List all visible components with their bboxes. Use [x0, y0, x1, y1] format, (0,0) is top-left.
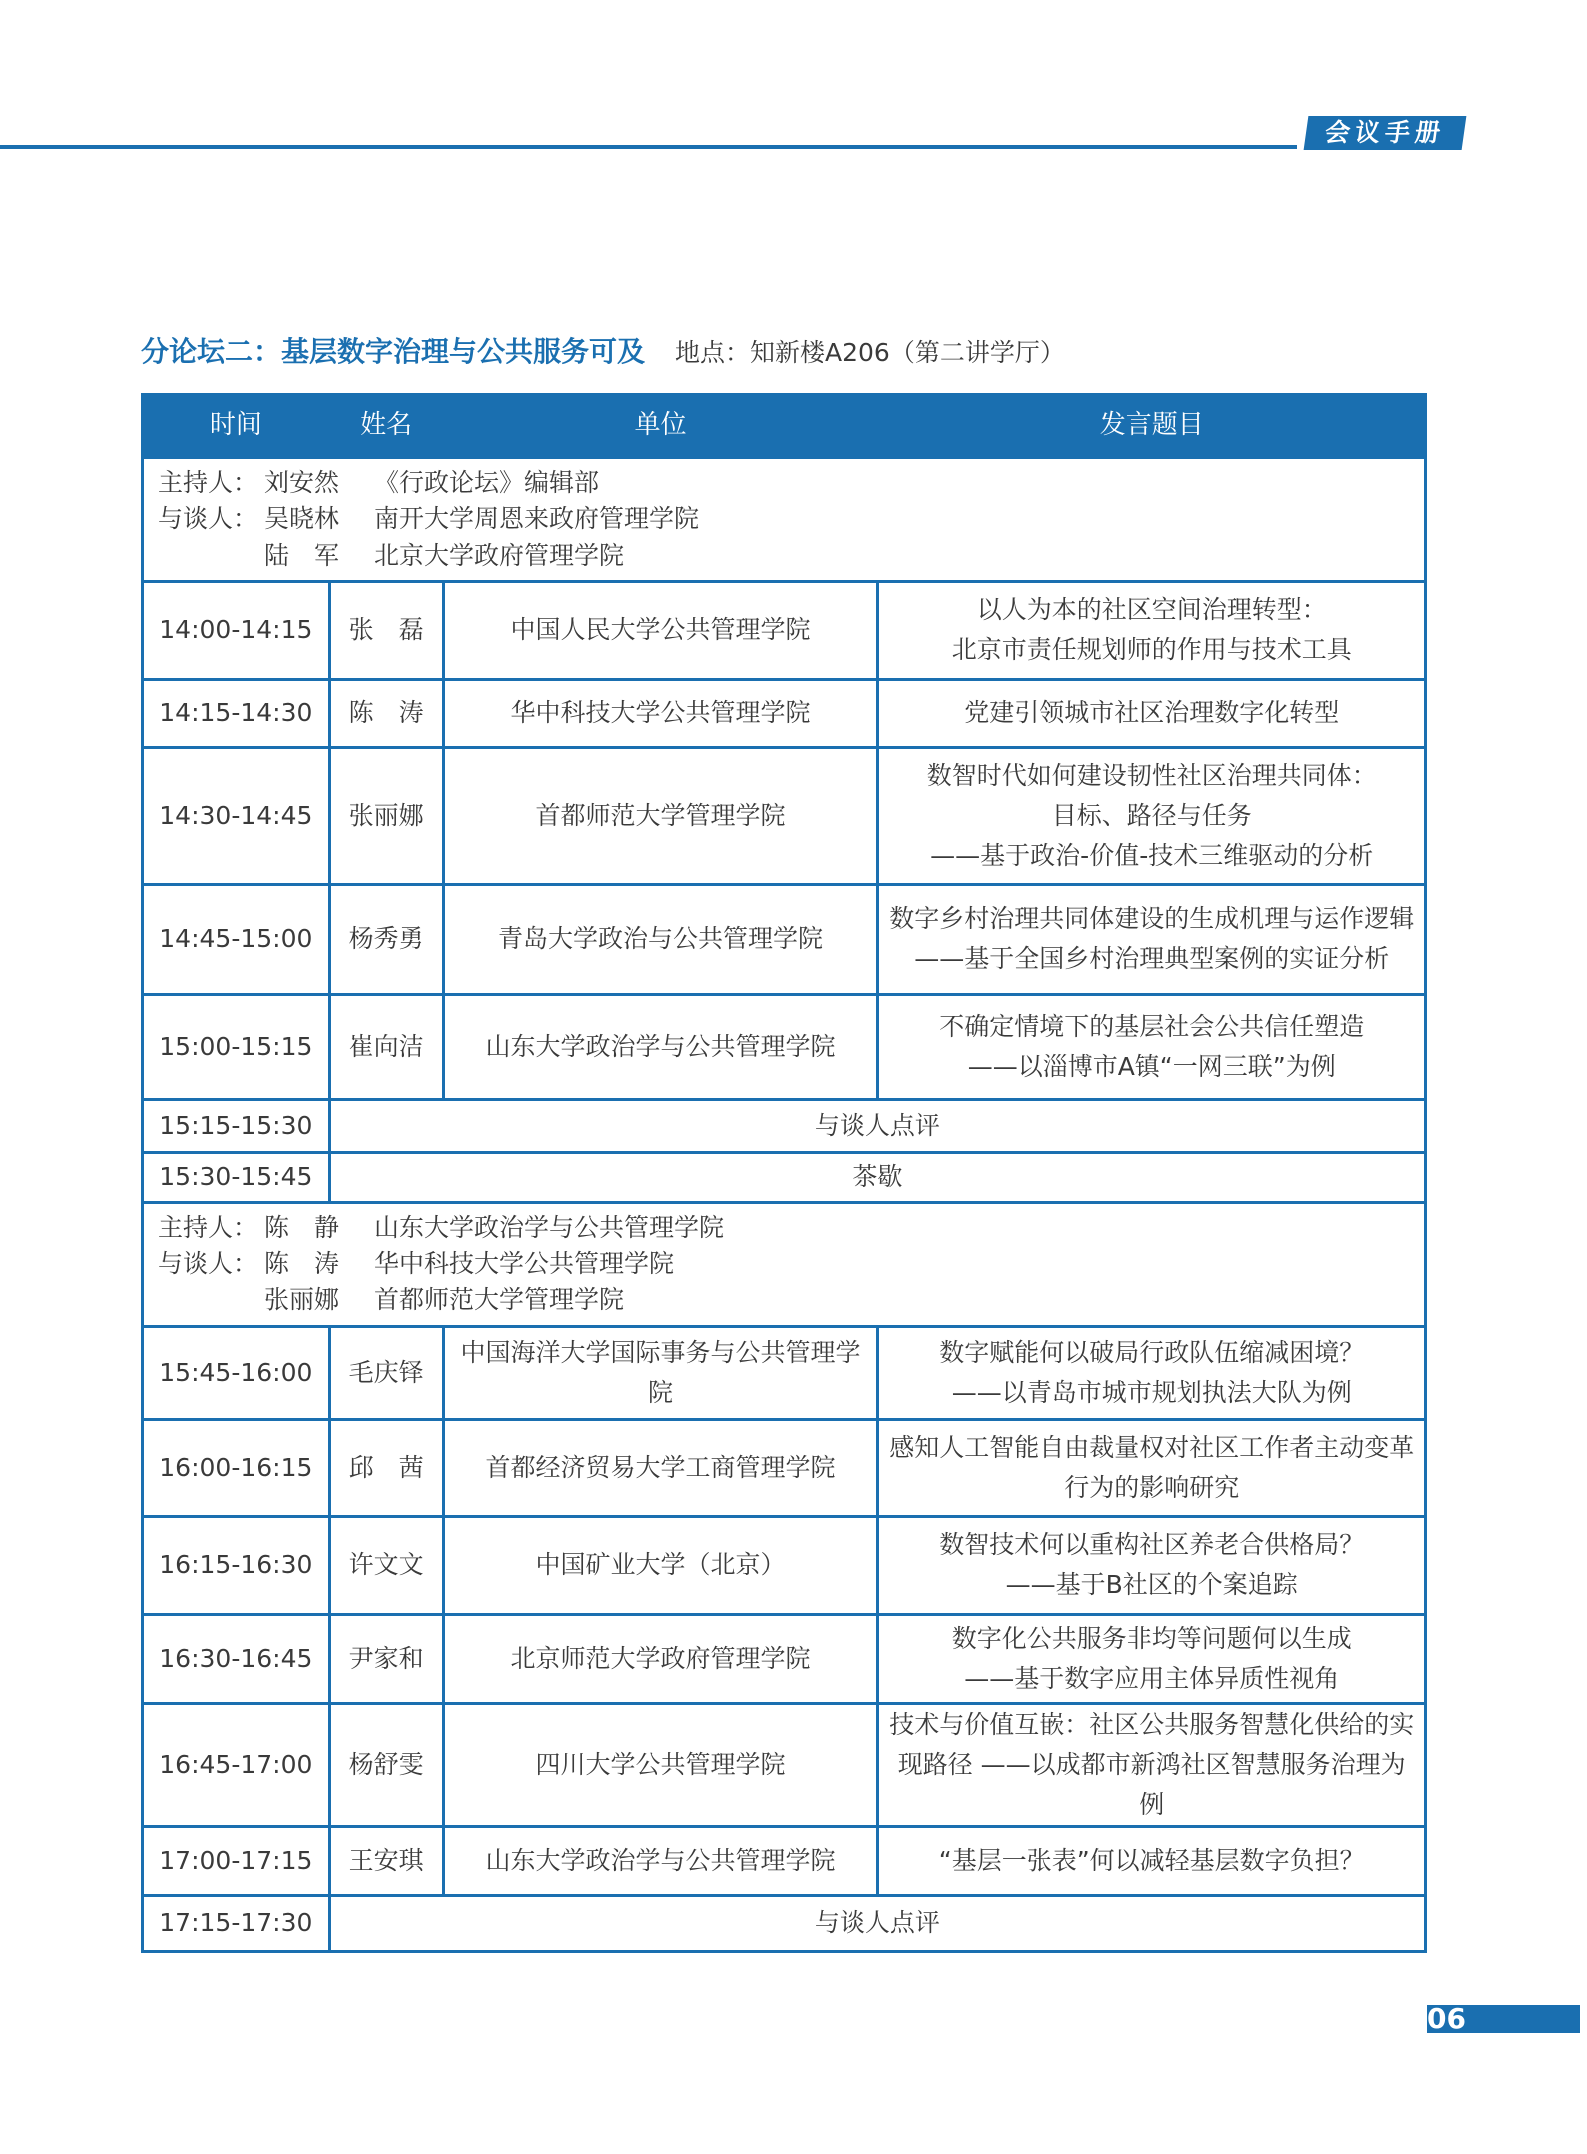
table-row	[143, 1099, 1426, 1152]
topic-line: ——基于全国乡村治理典型案例的实证分析	[914, 944, 1390, 974]
name-cell: 许文文	[329, 1516, 443, 1614]
topic-line: 感知人工智能自由裁量权对社区工作者主动变革行为的影响研究	[889, 1432, 1415, 1502]
table-row	[143, 679, 1426, 747]
spacer	[158, 1282, 264, 1318]
host-name: 刘安然	[264, 468, 340, 497]
topic-cell	[878, 1826, 1426, 1895]
org-cell: 华中科技大学公共管理学院	[443, 679, 878, 747]
org-cell: 首都经济贸易大学工商管理学院	[443, 1419, 878, 1516]
topic-line: 数智技术何以重构社区养老合供格局？	[939, 1530, 1365, 1559]
topic-cell	[878, 1326, 1426, 1419]
topic-cell	[878, 1703, 1426, 1826]
org-cell: 山东大学政治学与公共管理学院	[443, 1826, 878, 1895]
table-row	[143, 884, 1426, 994]
table-row	[143, 1419, 1426, 1516]
topic-line: 目标、路径与任务	[1051, 800, 1252, 830]
column-header: 发言题目	[878, 395, 1426, 458]
table-row	[143, 1516, 1426, 1614]
time-cell: 15:45-16:00	[143, 1326, 330, 1419]
topic-line: ——基于政治-价值-技术三维驱动的分析	[930, 840, 1374, 870]
org-cell: 首都师范大学管理学院	[443, 747, 878, 884]
spacer	[158, 538, 264, 574]
topic-line: 北京市责任规划师的作用与技术工具	[951, 635, 1352, 665]
discussant-org: 首都师范大学管理学院	[374, 1285, 625, 1315]
section-title	[141, 330, 1065, 370]
time-cell: 15:30-15:45	[143, 1152, 330, 1202]
handbook-badge: 会议手册	[1304, 116, 1467, 150]
topic-line: 技术与价值互嵌：社区公共服务智慧化供给的实现路径 ——以成都市新鸿社区智慧服务治理为例	[889, 1709, 1415, 1819]
org-cell: 青岛大学政治与公共管理学院	[443, 884, 878, 994]
host-name: 陈 静	[264, 1212, 340, 1242]
name-cell: 陈 涛	[329, 679, 443, 747]
name-cell: 崔向洁	[329, 994, 443, 1099]
org-cell: 中国海洋大学国际事务与公共管理学院	[443, 1326, 878, 1419]
page-number: 06	[1427, 2005, 1580, 2033]
table-row	[143, 1326, 1426, 1419]
name-cell: 张 磊	[329, 581, 443, 679]
host-org: 山东大学政治学与公共管理学院	[374, 1212, 725, 1242]
host-label: 主持人：	[158, 468, 259, 497]
table-row	[143, 581, 1426, 679]
topic-line: ——基于B社区的个案追踪	[1005, 1570, 1298, 1599]
forum-title: 分论坛二：基层数字治理与公共服务可及	[141, 335, 646, 368]
column-header: 单位	[443, 395, 878, 458]
topic-cell	[878, 1516, 1426, 1614]
name-cell: 王安琪	[329, 1826, 443, 1895]
host-org: 《行政论坛》编辑部	[374, 468, 600, 497]
discussant-name: 张丽娜	[264, 1285, 340, 1315]
discussant-label: 与谈人：	[158, 504, 259, 534]
org-cell: 中国人民大学公共管理学院	[443, 581, 878, 679]
name-cell: 张丽娜	[329, 747, 443, 884]
host-label: 主持人：	[158, 1212, 259, 1242]
time-cell: 17:00-17:15	[143, 1826, 330, 1895]
topic-line: 党建引领城市社区治理数字化转型	[964, 698, 1340, 728]
break-cell: 与谈人点评	[329, 1099, 1425, 1152]
time-cell: 14:30-14:45	[143, 747, 330, 884]
time-cell: 16:15-16:30	[143, 1516, 330, 1614]
org-cell: 中国矿业大学（北京）	[443, 1516, 878, 1614]
topic-line: 数字化公共服务非均等问题何以生成	[951, 1623, 1352, 1653]
discussant-name: 陈 涛	[264, 1249, 340, 1278]
table-row	[143, 1614, 1426, 1703]
topic-line: ——以淄博市A镇“一网三联”为例	[967, 1051, 1336, 1081]
topic-line: 数字乡村治理共同体建设的生成机理与运作逻辑	[889, 904, 1415, 934]
discussant-name: 吴晓林	[264, 504, 340, 534]
discussant-org: 北京大学政府管理学院	[374, 540, 625, 570]
topic-cell	[878, 581, 1426, 679]
table-header	[143, 395, 1426, 458]
topic-line: 不确定情境下的基层社会公共信任塑造	[939, 1011, 1365, 1041]
topic-cell	[878, 994, 1426, 1099]
schedule-table	[141, 393, 1427, 1953]
topic-line: 以人为本的社区空间治理转型：	[976, 595, 1327, 625]
org-cell: 四川大学公共管理学院	[443, 1703, 878, 1826]
location: 地点：知新楼A206（第二讲学厅）	[675, 338, 1065, 367]
time-cell: 17:15-17:30	[143, 1895, 330, 1951]
name-cell: 尹家和	[329, 1614, 443, 1703]
table-row	[143, 1703, 1426, 1826]
topic-line: ——以青岛市城市规划执法大队为例	[951, 1377, 1352, 1407]
topic-line: 数字赋能何以破局行政队伍缩减困境？	[939, 1337, 1365, 1367]
time-cell: 16:00-16:15	[143, 1419, 330, 1516]
org-cell: 山东大学政治学与公共管理学院	[443, 994, 878, 1099]
session-info	[143, 1202, 1426, 1326]
table-row	[143, 994, 1426, 1099]
time-cell: 16:45-17:00	[143, 1703, 330, 1826]
topic-cell	[878, 747, 1426, 884]
session-info	[143, 458, 1426, 582]
time-cell: 14:45-15:00	[143, 884, 330, 994]
topic-line: ——基于数字应用主体异质性视角	[964, 1663, 1340, 1693]
break-cell: 茶歇	[329, 1152, 1425, 1202]
topic-line: “基层一张表”何以减轻基层数字负担？	[938, 1845, 1365, 1875]
topic-cell	[878, 1419, 1426, 1516]
discussant-org: 华中科技大学公共管理学院	[374, 1249, 675, 1278]
column-header: 时间	[143, 395, 330, 458]
topic-cell	[878, 1614, 1426, 1703]
org-cell: 北京师范大学政府管理学院	[443, 1614, 878, 1703]
discussant-name: 陆 军	[264, 540, 340, 570]
column-header: 姓名	[329, 395, 443, 458]
topic-line: 数智时代如何建设韧性社区治理共同体：	[926, 760, 1377, 790]
table-row	[143, 1895, 1426, 1951]
table-row	[143, 747, 1426, 884]
name-cell: 杨舒雯	[329, 1703, 443, 1826]
table-row	[143, 1826, 1426, 1895]
name-cell: 毛庆铎	[329, 1326, 443, 1419]
discussant-org: 南开大学周恩来政府管理学院	[374, 504, 700, 534]
time-cell: 14:00-14:15	[143, 581, 330, 679]
name-cell: 杨秀勇	[329, 884, 443, 994]
header-rule	[0, 145, 1297, 149]
name-cell: 邱 茜	[329, 1419, 443, 1516]
time-cell: 15:15-15:30	[143, 1099, 330, 1152]
time-cell: 15:00-15:15	[143, 994, 330, 1099]
time-cell: 14:15-14:30	[143, 679, 330, 747]
topic-cell	[878, 884, 1426, 994]
time-cell: 16:30-16:45	[143, 1614, 330, 1703]
table-row	[143, 1152, 1426, 1202]
break-cell: 与谈人点评	[329, 1895, 1425, 1951]
topic-cell	[878, 679, 1426, 747]
discussant-label: 与谈人：	[158, 1249, 259, 1278]
